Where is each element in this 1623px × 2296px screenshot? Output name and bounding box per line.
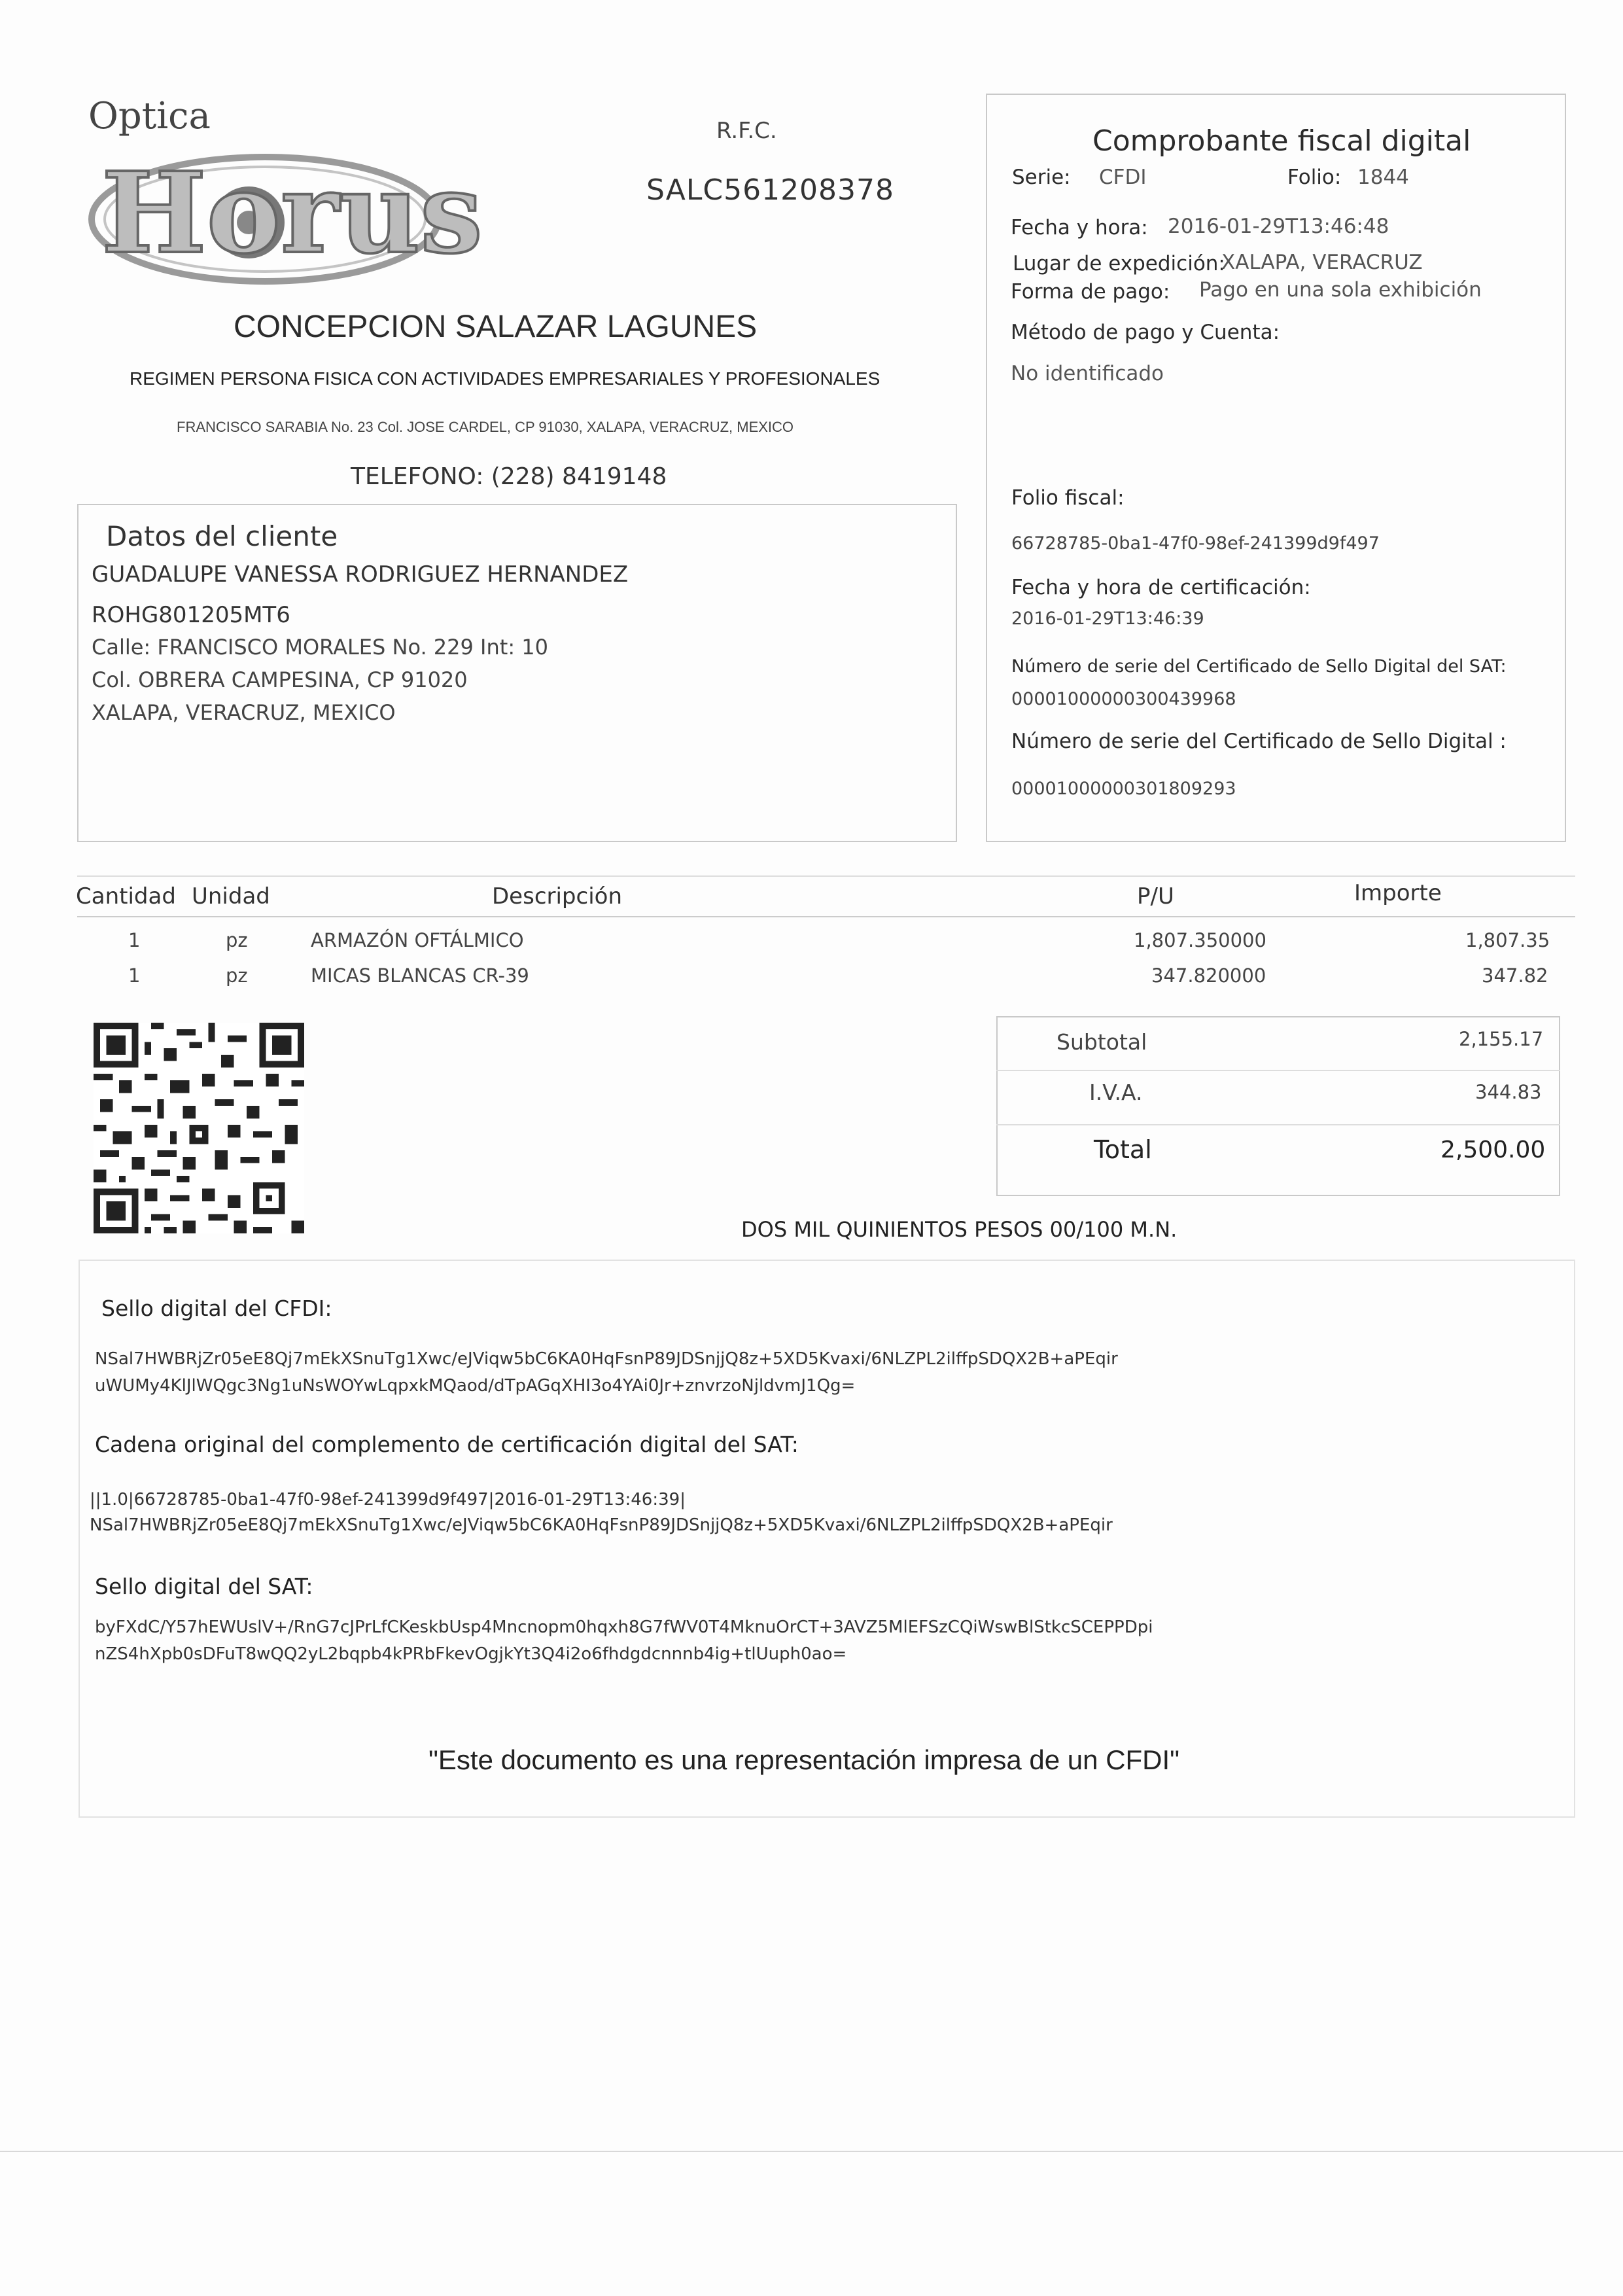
fiscal-title: Comprobante fiscal digital	[1092, 124, 1471, 158]
sat-cert-value: 00001000000300439968	[1011, 689, 1236, 709]
qr-code	[94, 1023, 304, 1233]
table-row	[0, 929, 1623, 955]
subtotal-label: Subtotal	[1056, 1029, 1147, 1055]
issuer-address: FRANCISCO SARABIA No. 23 Col. JOSE CARDEL, CP 91030, XALAPA, VERACRUZ, MEXICO	[177, 419, 794, 435]
serie-label: Serie:	[1012, 166, 1071, 189]
client-city: XALAPA, VERACRUZ, MEXICO	[92, 700, 396, 725]
cfdi-seal-line1: NSal7HWBRjZr05eE8Qj7mEkXSnuTg1Xwc/eJViqw5bC6KA0HqFsnP89JDSnjjQ8z+5XD5Kvaxi/6NLZPL2ilffpSDQX2B+aPEqir	[95, 1349, 1118, 1369]
cert-label: Número de serie del Certificado de Sello Digital :	[1011, 730, 1507, 753]
cert-value: 00001000000301809293	[1011, 779, 1236, 799]
client-name: GUADALUPE VANESSA RODRIGUEZ HERNANDEZ	[92, 561, 629, 588]
serie-value: CFDI	[1099, 166, 1147, 189]
logo-horus-graphic	[75, 131, 483, 301]
client-street: Calle: FRANCISCO MORALES No. 229 Int: 10	[92, 635, 548, 660]
items-header-rule	[77, 916, 1575, 917]
subtotal-value: 2,155.17	[1459, 1028, 1544, 1050]
logo-text-horus: Horus	[101, 148, 483, 279]
total-label: Total	[1094, 1135, 1152, 1164]
col-header-unit: Unidad	[192, 883, 270, 910]
original-chain-label: Cadena original del complemento de certificación digital del SAT:	[95, 1432, 799, 1457]
row-quantity: 1	[128, 929, 141, 951]
table-row	[0, 964, 1623, 991]
iva-label: I.V.A.	[1089, 1080, 1143, 1105]
payment-form-label: Forma de pago:	[1011, 280, 1170, 304]
logo-text-optica: Optica	[88, 95, 211, 137]
issuer-name: CONCEPCION SALAZAR LAGUNES	[234, 309, 758, 344]
row-unit: pz	[226, 929, 248, 951]
original-chain-line2: NSal7HWBRjZr05eE8Qj7mEkXSnuTg1Xwc/eJViqw5bC6KA0HqFsnP89JDSnjjQ8z+5XD5Kvaxi/6NLZPL2ilffpSDQX2B+aPEqir	[90, 1515, 1113, 1535]
row-amount: 347.82	[1482, 964, 1548, 987]
row-description: MICAS BLANCAS CR-39	[311, 964, 529, 987]
sat-seal-line2: nZS4hXpb0sDFuT8wQQ2yL2bqpb4kPRbFkevOgjkYt3Q4i2o6fhdgdcnnnb4ig+tlUuph0ao=	[95, 1644, 847, 1664]
row-unit-price: 347.820000	[1151, 964, 1266, 987]
folio-fiscal-value: 66728785-0ba1-47f0-98ef-241399d9f497	[1011, 533, 1380, 554]
payment-method-value: No identificado	[1011, 362, 1164, 385]
row-amount: 1,807.35	[1465, 929, 1550, 951]
cert-datetime-value: 2016-01-29T13:46:39	[1011, 609, 1204, 629]
cfdi-seal-line2: uWUMy4KlJlWQgc3Ng1uNsWOYwLqpxkMQaod/dTpAGqXHI3o4YAi0Jr+znvrzoNjldvmJ1Qg=	[95, 1376, 856, 1396]
cfdi-representation-note: "Este documento es una representación impresa de un CFDI"	[428, 1744, 1180, 1775]
sat-cert-label: Número de serie del Certificado de Sello Digital del SAT:	[1011, 656, 1507, 677]
row-unit-price: 1,807.350000	[1134, 929, 1266, 951]
place-value: XALAPA, VERACRUZ	[1221, 251, 1423, 274]
datetime-label: Fecha y hora:	[1011, 216, 1148, 239]
sat-seal-line1: byFXdC/Y57hEWUslV+/RnG7cJPrLfCKeskbUsp4Mncnopm0hqxh8G7fWV0T4MknuOrCT+3AVZ5MlEFSzCQiWswBlStkcSCEPPDpi	[95, 1617, 1153, 1637]
page-bottom-rule	[0, 2151, 1623, 2152]
totals-divider	[996, 1070, 1560, 1071]
client-title: Datos del cliente	[106, 520, 338, 552]
original-chain-line1: ||1.0|66728785-0ba1-47f0-98ef-241399d9f497|2016-01-29T13:46:39|	[90, 1490, 686, 1510]
col-header-amount: Importe	[1354, 880, 1442, 906]
col-header-description: Descripción	[492, 883, 623, 910]
folio-value: 1844	[1357, 166, 1409, 189]
rfc-label: R.F.C.	[716, 118, 777, 144]
row-unit: pz	[226, 964, 248, 987]
client-rfc: ROHG801205MT6	[92, 602, 290, 628]
rfc-value: SALC561208378	[646, 173, 895, 207]
row-quantity: 1	[128, 964, 141, 987]
folio-label: Folio:	[1287, 166, 1342, 189]
sat-seal-label: Sello digital del SAT:	[95, 1574, 313, 1599]
payment-form-value: Pago en una sola exhibición	[1199, 278, 1482, 302]
amount-in-words: DOS MIL QUINIENTOS PESOS 00/100 M.N.	[741, 1217, 1178, 1242]
iva-value: 344.83	[1475, 1081, 1542, 1103]
digital-seals-box	[79, 1260, 1575, 1818]
col-header-quantity: Cantidad	[76, 883, 176, 910]
client-colony: Col. OBRERA CAMPESINA, CP 91020	[92, 667, 468, 692]
company-logo	[75, 95, 483, 304]
place-label: Lugar de expedición:	[1013, 252, 1225, 275]
row-description: ARMAZÓN OFTÁLMICO	[311, 929, 524, 951]
col-header-unit-price: P/U	[1137, 883, 1174, 910]
folio-fiscal-label: Folio fiscal:	[1011, 486, 1125, 510]
cfdi-seal-label: Sello digital del CFDI:	[101, 1296, 332, 1321]
items-top-rule	[77, 875, 1575, 877]
tax-regime: REGIMEN PERSONA FISICA CON ACTIVIDADES EMPRESARIALES Y PROFESIONALES	[130, 368, 881, 389]
issuer-phone: TELEFONO: (228) 8419148	[351, 463, 667, 490]
payment-method-label: Método de pago y Cuenta:	[1011, 321, 1280, 344]
totals-divider	[996, 1124, 1560, 1125]
total-value: 2,500.00	[1440, 1137, 1546, 1163]
datetime-value: 2016-01-29T13:46:48	[1168, 215, 1389, 238]
cert-datetime-label: Fecha y hora de certificación:	[1011, 576, 1311, 599]
